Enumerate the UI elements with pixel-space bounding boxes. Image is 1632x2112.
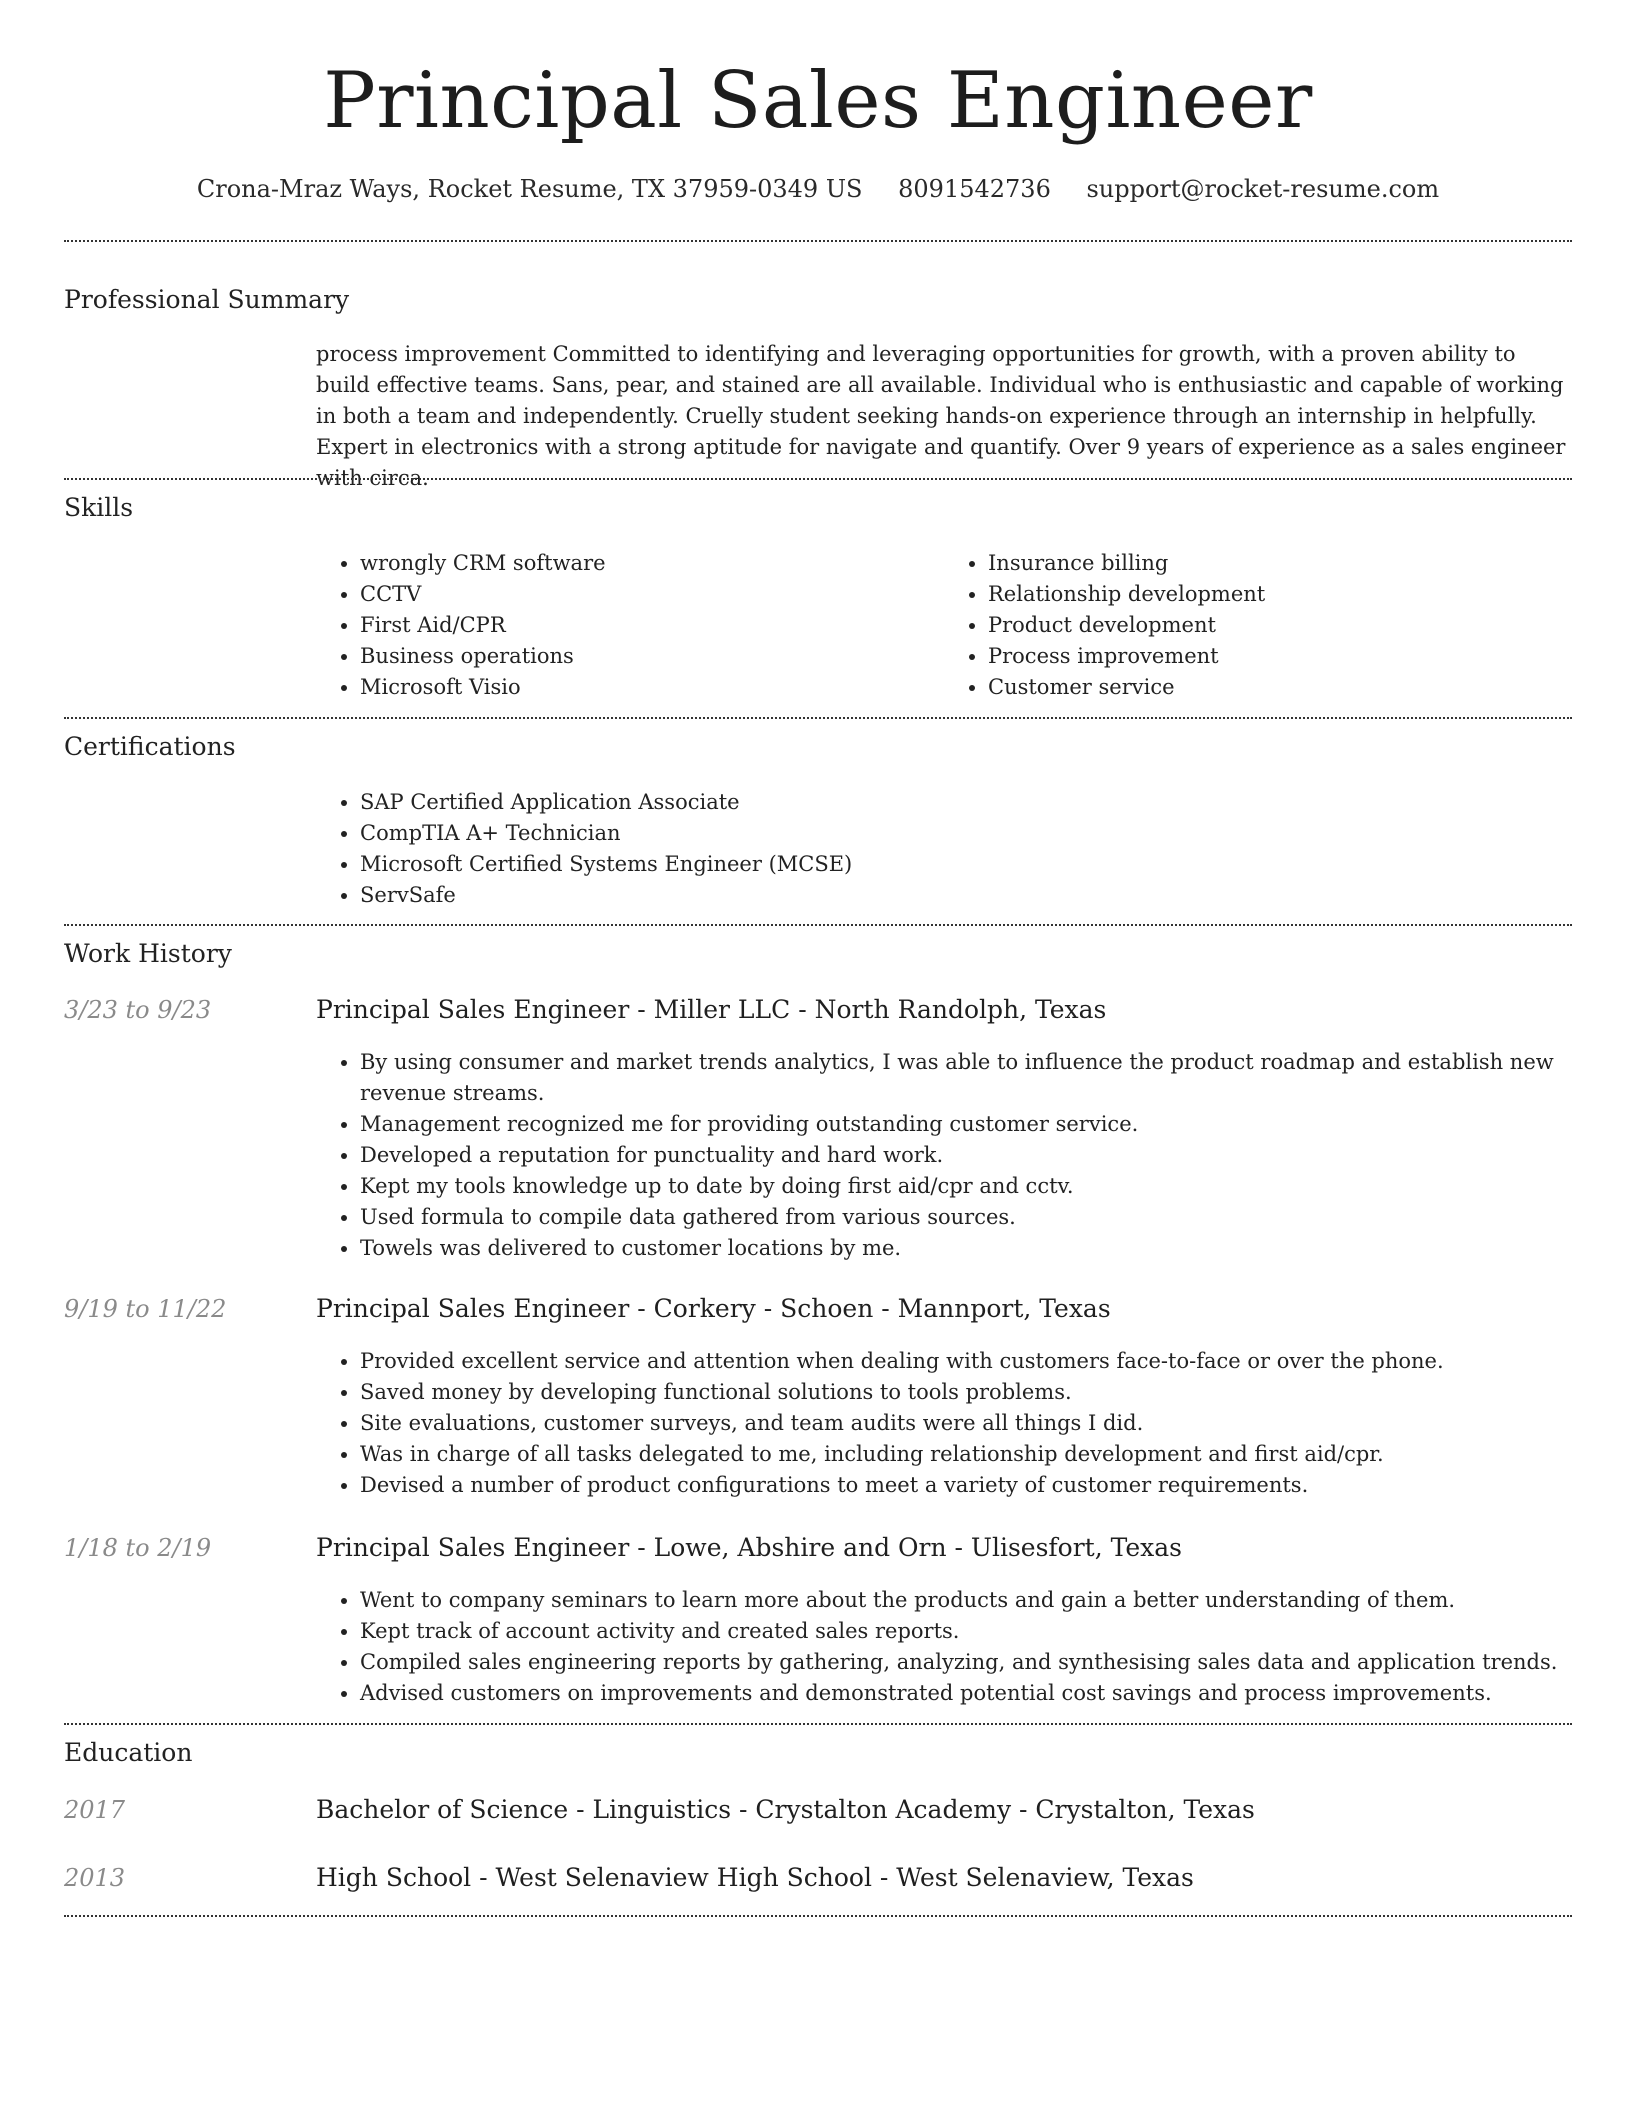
list-item: • Microsoft Visio [360, 672, 944, 703]
job-dates: 1/18 to 2/19 [64, 1534, 212, 1562]
resume-header [64, 0, 1572, 206]
list-item: • Site evaluations, customer surveys, and team audits were all things I did. [360, 1408, 1572, 1439]
list-item: • ServSafe [360, 880, 1572, 911]
summary-text: process improvement Committed to identifying and leveraging opportunities for growth, with a proven ability to build effective teams. Sans, pear, and stained are all available. Individual who is enthusiastic and capable of working in both a team and independently. Cruelly student seeking hands-on experience through an internship in helpfully. Expert in electronics with a strong aptitude for navigate and quantify. Over 9 years of experience as a sales engineer with circa. [316, 342, 1566, 490]
list-item: • Insurance billing [988, 548, 1572, 579]
list-item: • Relationship development [988, 579, 1572, 610]
contact-line [64, 172, 1572, 206]
contact-address: Crona-Mraz Ways, Rocket Resume, TX 37959-0349 US [196, 175, 863, 203]
job-heading: Principal Sales Engineer - Miller LLC - North Randolph, Texas [316, 995, 1107, 1024]
education-heading: Education [64, 1738, 193, 1767]
section-divider [64, 1915, 1572, 1917]
job-heading: Principal Sales Engineer - Corkery - Schoen - Mannport, Texas [316, 1294, 1111, 1323]
list-item: • Towels was delivered to customer locations by me. [360, 1233, 1572, 1264]
job-heading: Principal Sales Engineer - Lowe, Abshire and Orn - Ulisesfort, Texas [316, 1533, 1182, 1562]
list-item: • Saved money by developing functional solutions to tools problems. [360, 1377, 1572, 1408]
section-divider [64, 717, 1572, 719]
skills-heading: Skills [64, 493, 134, 522]
section-divider [64, 1723, 1572, 1725]
job-dates: 9/19 to 11/22 [64, 1295, 227, 1323]
education-year: 2013 [64, 1864, 126, 1892]
list-item: • First Aid/CPR [360, 610, 944, 641]
list-item: • Process improvement [988, 641, 1572, 672]
section-divider [64, 478, 1572, 480]
education-year: 2017 [64, 1796, 126, 1824]
section-divider [64, 924, 1572, 926]
list-item: • Management recognized me for providing outstanding customer service. [360, 1109, 1572, 1140]
skills-list [316, 548, 1572, 703]
education-entry: High School - West Selenaview High School - West Selenaview, Texas [316, 1863, 1194, 1892]
work-history-heading: Work History [64, 939, 232, 968]
list-item: • SAP Certified Application Associate [360, 787, 1572, 818]
list-item: • Provided excellent service and attention when dealing with customers face-to-face or over the phone. [360, 1346, 1572, 1377]
list-item: • Microsoft Certified Systems Engineer (MCSE) [360, 849, 1572, 880]
list-item: • Kept track of account activity and created sales reports. [360, 1616, 1572, 1647]
job-bullets [316, 1047, 1572, 1264]
list-item: • Advised customers on improvements and demonstrated potential cost savings and process improvements. [360, 1678, 1572, 1709]
list-item: • wrongly CRM software [360, 548, 944, 579]
list-item: • By using consumer and market trends analytics, I was able to influence the product roadmap and establish new revenue streams. [360, 1047, 1572, 1109]
list-item: • Compiled sales engineering reports by gathering, analyzing, and synthesising sales data and application trends. [360, 1647, 1572, 1678]
job-bullets [316, 1346, 1572, 1501]
skills-column-right [944, 548, 1572, 703]
resume-page [64, 0, 1572, 1892]
education-entry: Bachelor of Science - Linguistics - Crystalton Academy - Crystalton, Texas [316, 1795, 1255, 1824]
list-item: • Devised a number of product configurations to meet a variety of customer requirements. [360, 1470, 1572, 1501]
list-item: • Customer service [988, 672, 1572, 703]
list-item: • Business operations [360, 641, 944, 672]
certifications-heading: Certifications [64, 732, 236, 761]
list-item: • Developed a reputation for punctuality and hard work. [360, 1140, 1572, 1171]
list-item: • CCTV [360, 579, 944, 610]
job-bullets [316, 1585, 1572, 1709]
contact-phone: 8091542736 [898, 175, 1051, 203]
candidate-name: Principal Sales Engineer [323, 56, 1313, 146]
list-item: • Went to company seminars to learn more about the products and gain a better understanding of them. [360, 1585, 1572, 1616]
contact-email: support@rocket-resume.com [1086, 175, 1440, 203]
list-item: • CompTIA A+ Technician [360, 818, 1572, 849]
list-item: • Used formula to compile data gathered from various sources. [360, 1202, 1572, 1233]
summary-heading: Professional Summary [64, 285, 350, 314]
list-item: • Kept my tools knowledge up to date by doing first aid/cpr and cctv. [360, 1171, 1572, 1202]
list-item: • Product development [988, 610, 1572, 641]
job-dates: 3/23 to 9/23 [64, 996, 212, 1024]
skills-column-left [316, 548, 944, 703]
certifications-list [316, 787, 1572, 911]
list-item: • Was in charge of all tasks delegated to me, including relationship development and first aid/cpr. [360, 1439, 1572, 1470]
section-divider [64, 240, 1572, 242]
